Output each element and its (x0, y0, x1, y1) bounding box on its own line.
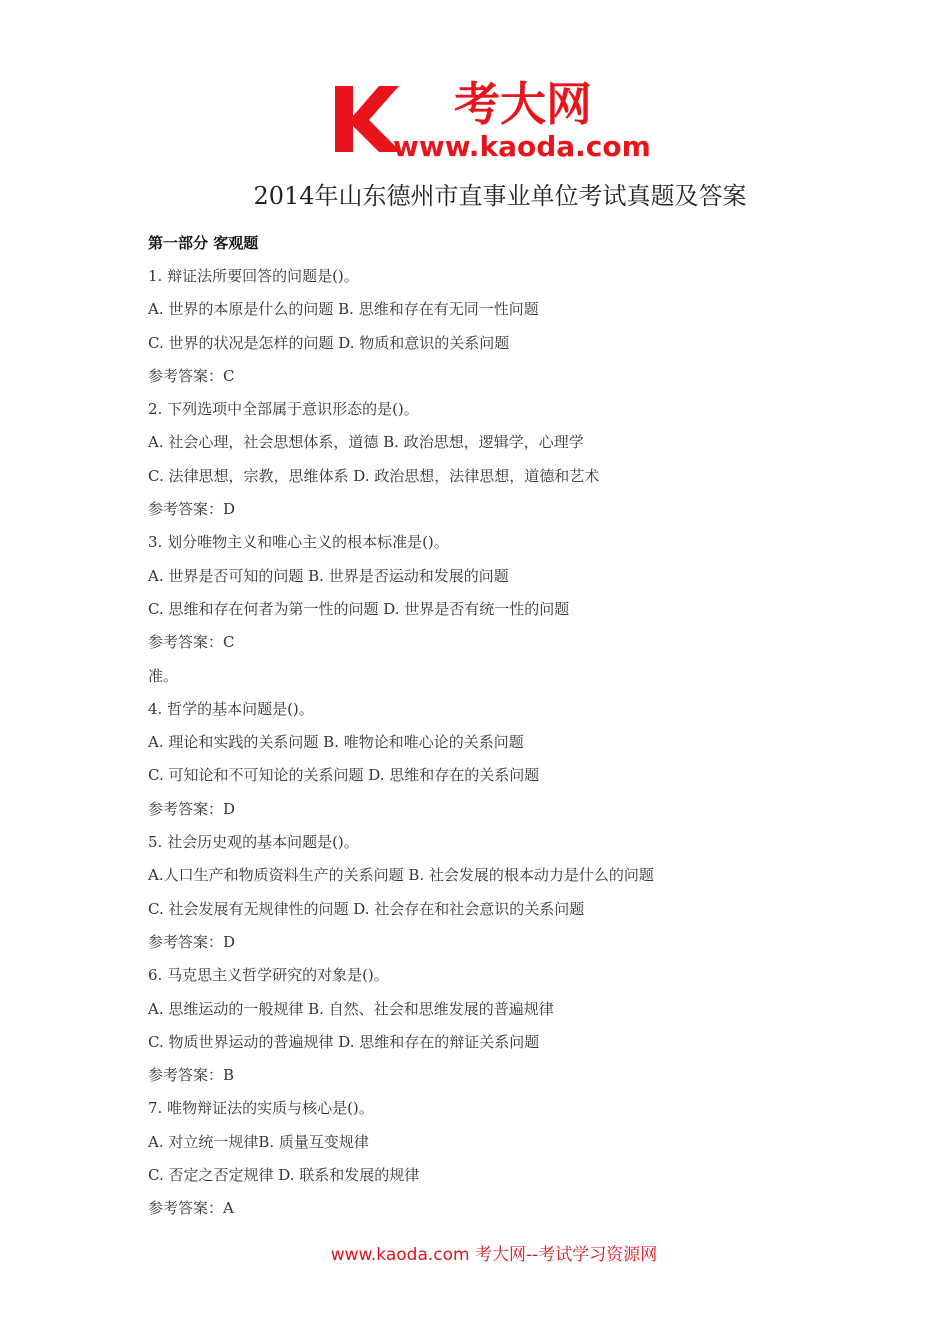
option-line: C. 社会发展有无规律性的问题 D. 社会存在和社会意识的关系问题 (148, 899, 585, 918)
option-line: C. 思维和存在何者为第一性的问题 D. 世界是否有统一性的问题 (148, 599, 570, 618)
question-line: 1. 辩证法所要回答的问题是()。 (148, 267, 359, 285)
question-line: 6. 马克思主义哲学研究的对象是()。 (148, 966, 389, 985)
option-line: A. 世界是否可知的问题 B. 世界是否运动和发展的问题 (148, 566, 509, 585)
option-line: A. 社会心理，社会思想体系，道德 B. 政治思想，逻辑学，心理学 (148, 433, 584, 452)
section-heading: 第一部分 客观题 (148, 234, 259, 252)
question-line: 7. 唯物辩证法的实质与核心是()。 (148, 1099, 374, 1118)
question-line: 3. 划分唯物主义和唯心主义的根本标准是()。 (148, 533, 449, 552)
option-line: A. 思维运动的一般规律 B. 自然、社会和思维发展的普遍规律 (148, 999, 554, 1018)
option-line: C. 物质世界运动的普遍规律 D. 思维和存在的辩证关系问题 (148, 1032, 540, 1051)
question-line: 4. 哲学的基本问题是()。 (148, 699, 314, 718)
question-line: 2. 下列选项中全部属于意识形态的是()。 (148, 400, 419, 419)
option-line: C. 可知论和不可知论的关系问题 D. 思维和存在的关系问题 (148, 766, 540, 785)
question-list (148, 266, 908, 1232)
answer-line: 参考答案：D (148, 799, 236, 818)
option-line: A. 世界的本原是什么的问题 B. 思维和存在有无同一性问题 (148, 300, 539, 319)
document-title: 2014年山东德州市直事业单位考试真题及答案 (253, 182, 747, 210)
kaoda-logo-graphic (333, 76, 653, 160)
option-line: A.人口生产和物质资料生产的关系问题 B. 社会发展的根本动力是什么的问题 (148, 866, 654, 885)
answer-line: 参考答案：D (148, 932, 236, 951)
footer-link[interactable]: www.kaoda.com 考大网--考试学习资源网 (330, 1245, 658, 1265)
answer-line: 参考答案：D (148, 500, 236, 519)
option-line: C. 世界的状况是怎样的问题 D. 物质和意识的关系问题 (148, 333, 510, 352)
answer-line: 参考答案：C (148, 366, 235, 385)
answer-line: 参考答案：A (148, 1199, 234, 1218)
answer-line: 参考答案：C (148, 633, 235, 652)
kaoda-logo[interactable] (333, 76, 653, 160)
option-line: C. 法律思想，宗教，思维体系 D. 政治思想，法律思想，道德和艺术 (148, 466, 600, 485)
option-line: A. 理论和实践的关系问题 B. 唯物论和唯心论的关系问题 (148, 733, 524, 752)
answer-line: 参考答案：B (148, 1066, 235, 1085)
option-line: C. 否定之否定规律 D. 联系和发展的规律 (148, 1166, 420, 1185)
logo-chinese-text: 考大网 (454, 77, 592, 131)
text-line: 准。 (148, 666, 179, 685)
logo-url-text: www.kaoda.com (393, 130, 651, 160)
option-line: A. 对立统一规律B. 质量互变规律 (148, 1132, 369, 1151)
question-line: 5. 社会历史观的基本问题是()。 (148, 833, 359, 852)
